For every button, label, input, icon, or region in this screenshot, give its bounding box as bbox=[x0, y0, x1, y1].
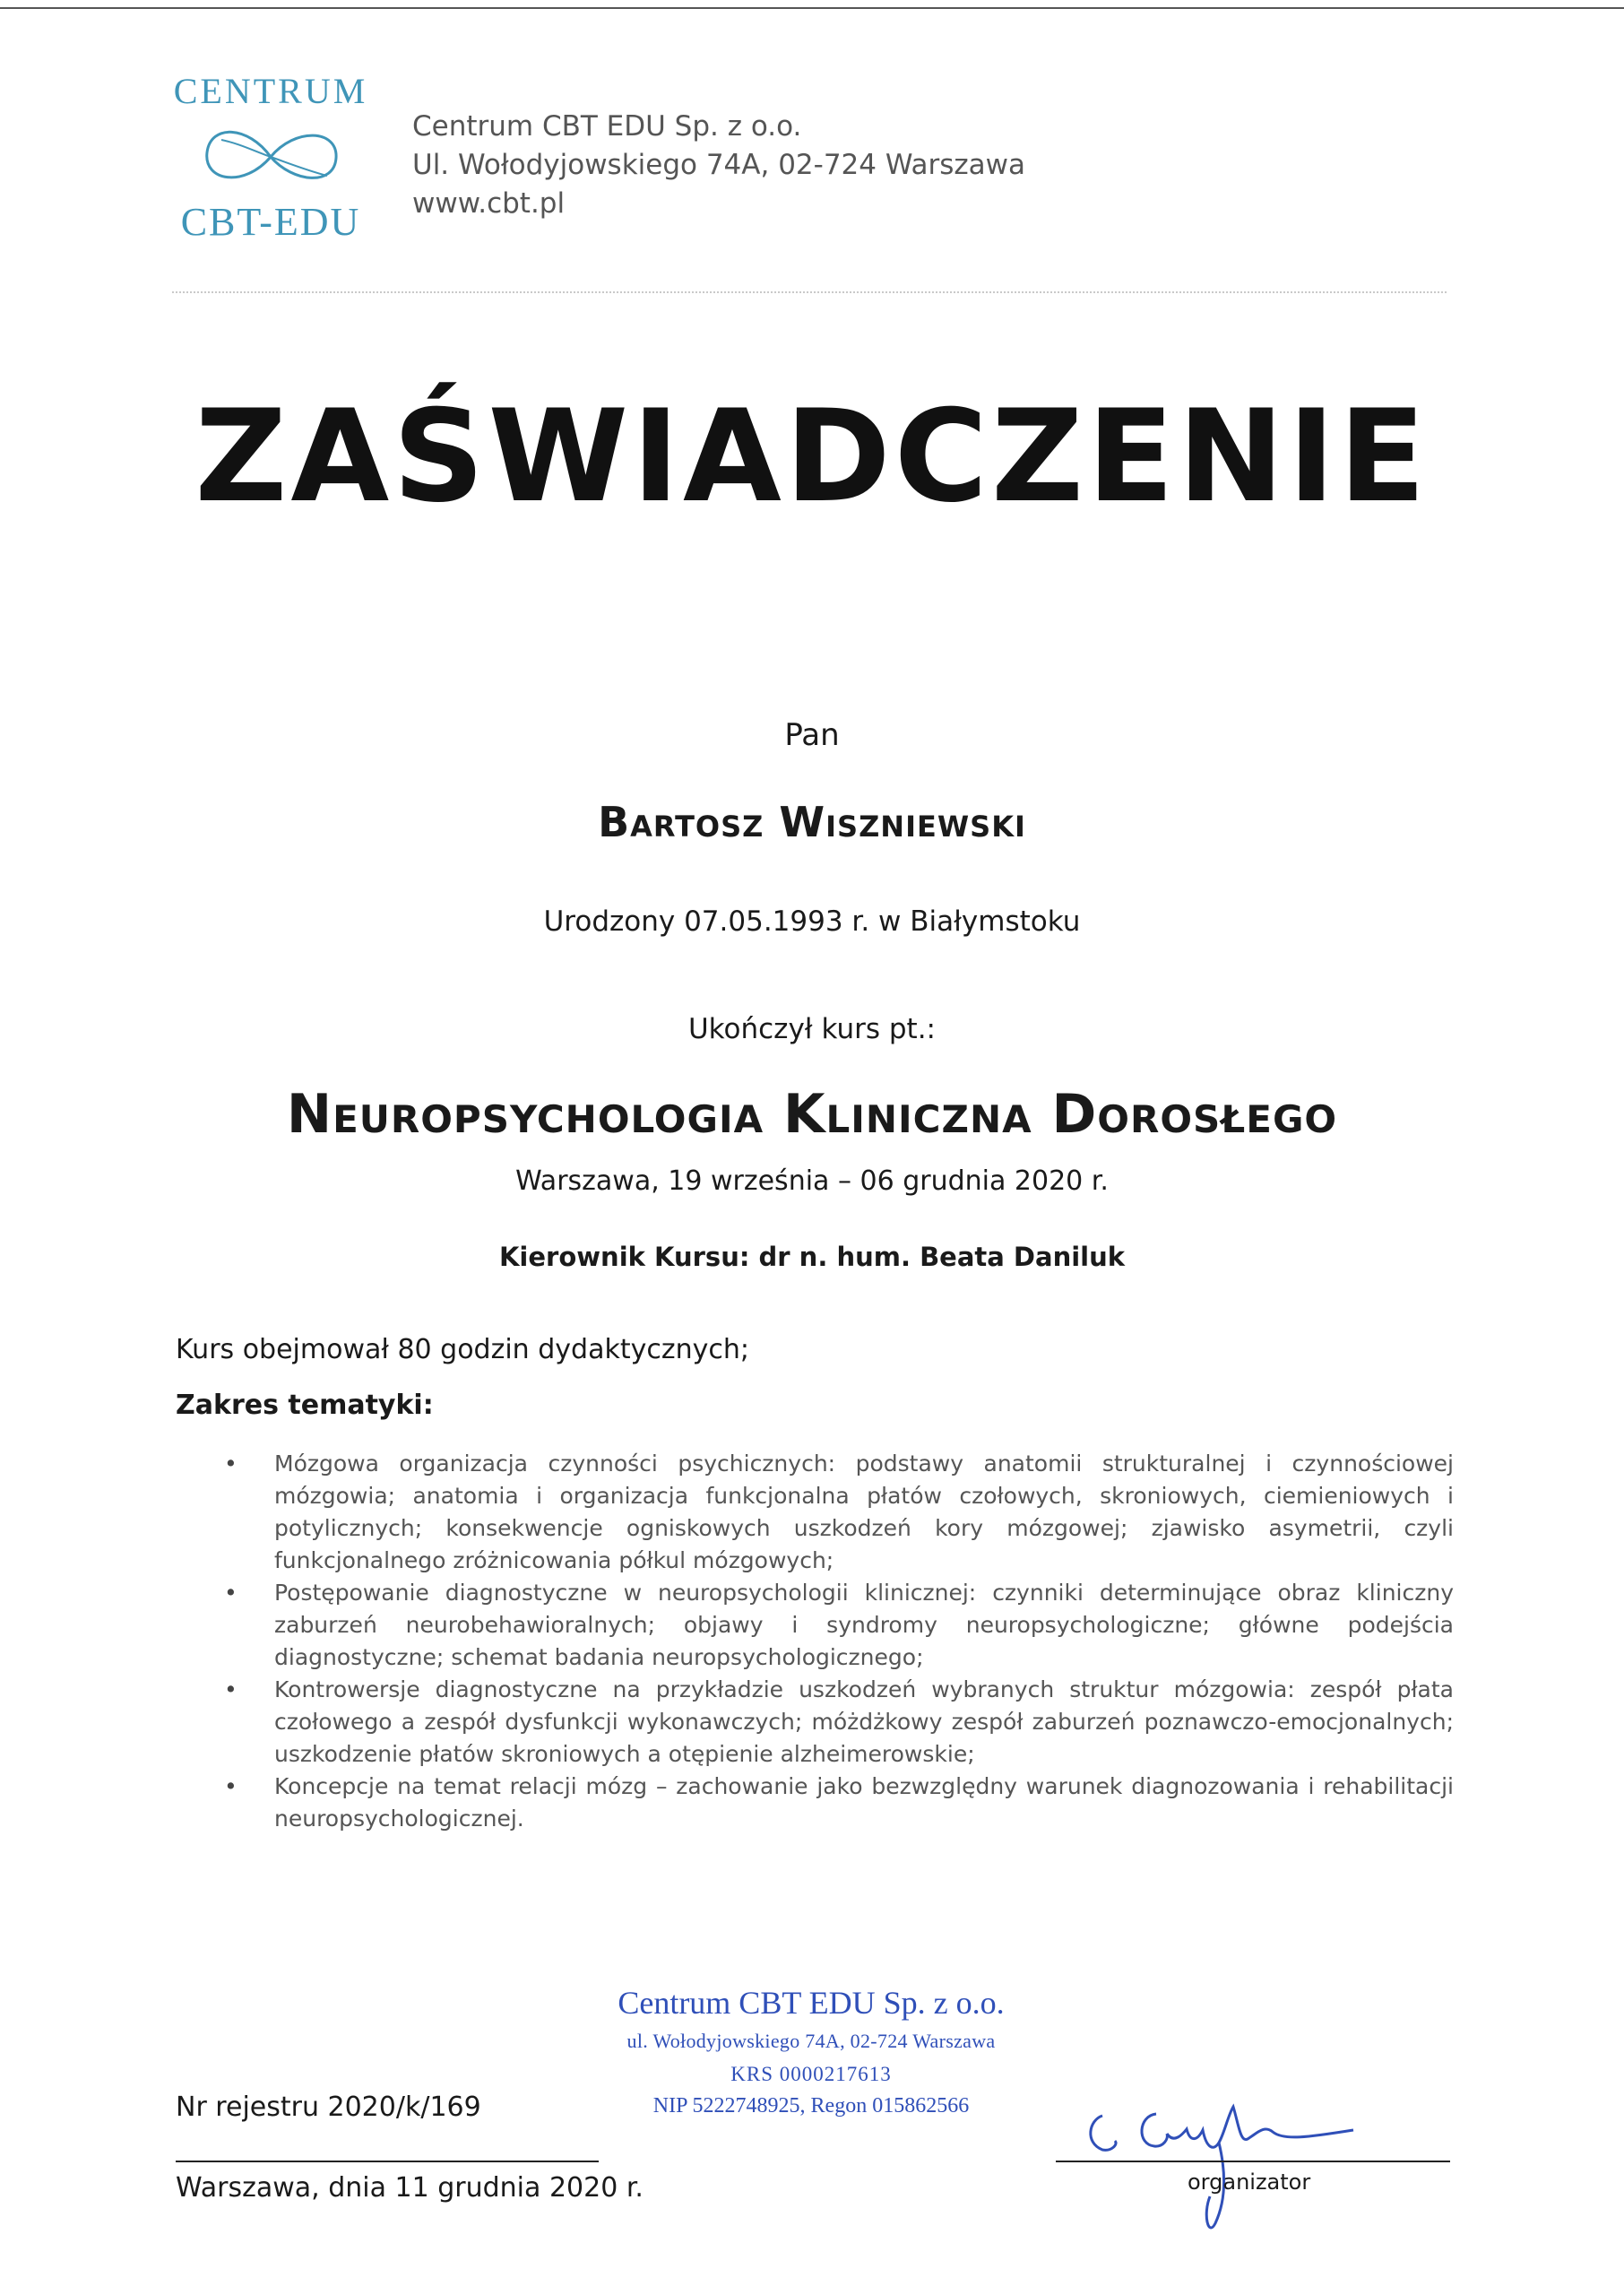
list-item: • Koncepcje na temat relacji mózg – zachowanie jako bezwzględny warunek diagnozowania i rehabilitacji neuropsychologicznej. bbox=[224, 1771, 1454, 1835]
recipient-name: Bartosz Wiszniewski bbox=[598, 798, 1026, 846]
registry-number: Nr rejestru 2020/k/169 bbox=[176, 2091, 481, 2123]
stamp-line-3: KRS 0000217613 bbox=[730, 2063, 892, 2085]
organizer-label: organizator bbox=[1188, 2169, 1311, 2195]
bullet-icon: • bbox=[224, 1676, 238, 1702]
hours-info: Kurs obejmował 80 godzin dydaktycznych; bbox=[176, 1334, 749, 1365]
date-signature-line bbox=[176, 2161, 599, 2162]
salutation: Pan bbox=[784, 717, 840, 753]
list-item: • Kontrowersje diagnostyczne na przykładzie uszkodzeń wybranych struktur mózgowia: zespół płata czołowego a zespół dysfunkcji wykonawczych; móżdżkowy zespół zaburzeń poznawczo-emocjonalnych; uszkodzenie płatów skroniowych a otępienie alzheimerowskie; bbox=[224, 1674, 1454, 1771]
company-stamp bbox=[592, 1981, 1031, 2121]
certificate-title: ZAŚWIADCZENIE bbox=[194, 383, 1430, 531]
organization-header bbox=[412, 108, 1025, 223]
organization-website: www.cbt.pl bbox=[412, 187, 566, 220]
course-title: Neuropsychologia Kliniczna Dorosłego bbox=[286, 1083, 1338, 1146]
place-and-date: Warszawa, dnia 11 grudnia 2020 r. bbox=[176, 2172, 644, 2204]
logo-line-1: CENTRUM bbox=[173, 71, 368, 111]
top-border-line bbox=[0, 7, 1624, 9]
list-item: • Mózgowa organizacja czynności psychicznych: podstawy anatomii strukturalnej i czynnościowej mózgowia; anatomia i organizacja funkcjonalna płatów czołowych, skroniowych, ciemieniowych i potylicznych; konsekwencje ogniskowych uszkodzeń kory mózgowej; zjawisko asymetrii, czyli funkcjonalnego zróżnicowania półkul mózgowych; bbox=[224, 1448, 1454, 1577]
organization-address: Ul. Wołodyjowskiego 74A, 02-724 Warszawa bbox=[412, 149, 1026, 181]
bullet-icon: • bbox=[224, 1580, 238, 1606]
list-item: • Postępowanie diagnostyczne w neuropsychologii klinicznej: czynniki determinujące obraz kliniczny zaburzeń neurobehawioralnych; objawy i syndromy neuropsychologiczne; główne podejścia diagnostyczne; schemat badania neuropsychologicznego; bbox=[224, 1577, 1454, 1674]
course-dates: Warszawa, 19 września – 06 grudnia 2020 r. bbox=[515, 1165, 1109, 1197]
company-logo bbox=[172, 72, 369, 244]
infinity-logo-icon bbox=[194, 117, 347, 197]
bullet-icon: • bbox=[224, 1773, 238, 1799]
course-leader: Kierownik Kursu: dr n. hum. Beata Daniluk bbox=[498, 1242, 1126, 1272]
birth-info: Urodzony 07.05.1993 r. w Białymstoku bbox=[543, 905, 1081, 938]
stamp-line-1: Centrum CBT EDU Sp. z o.o. bbox=[618, 1985, 1005, 2021]
stamp-line-2: ul. Wołodyjowskiego 74A, 02-724 Warszawa bbox=[626, 2030, 996, 2052]
header-divider bbox=[172, 291, 1447, 293]
bullet-icon: • bbox=[224, 1451, 238, 1477]
topics-heading: Zakres tematyki: bbox=[176, 1390, 434, 1421]
organization-name: Centrum CBT EDU Sp. z o.o. bbox=[412, 110, 802, 143]
topics-list bbox=[224, 1448, 1454, 1835]
logo-line-2: CBT-EDU bbox=[180, 200, 361, 244]
organizer-signature-line bbox=[1056, 2161, 1450, 2162]
stamp-line-4: NIP 5222748925, Regon 015862566 bbox=[652, 2094, 970, 2117]
completed-label: Ukończył kurs pt.: bbox=[687, 1013, 936, 1045]
